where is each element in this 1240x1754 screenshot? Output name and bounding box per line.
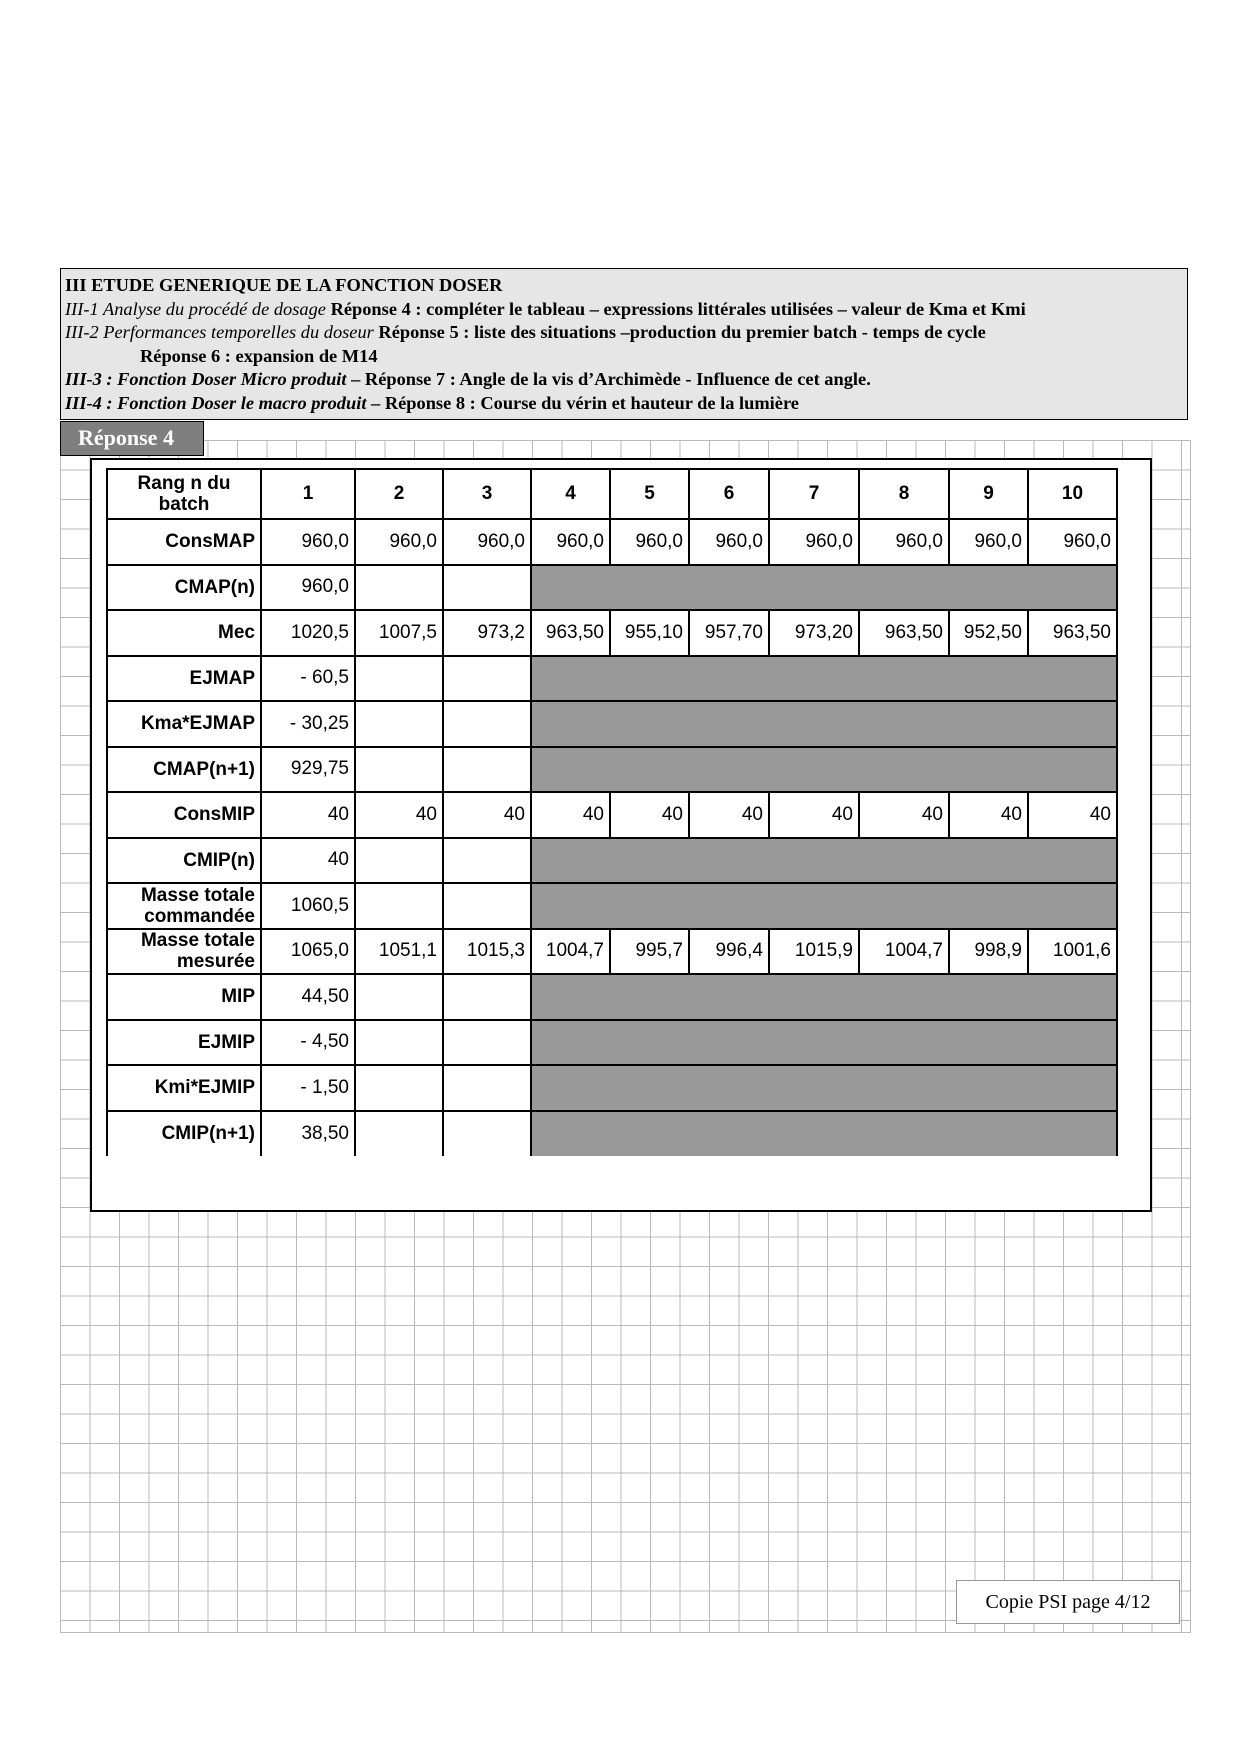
table-cell: 1060,5 — [261, 883, 355, 929]
table-cell: 1065,0 — [261, 929, 355, 975]
row-label: CMAP(n) — [107, 565, 261, 611]
table-cell: - 4,50 — [261, 1020, 355, 1066]
row-label: EJMIP — [107, 1020, 261, 1066]
shaded-cells — [531, 701, 1117, 747]
column-header: 6 — [689, 469, 769, 519]
row-label: CMIP(n+1) — [107, 1111, 261, 1157]
row-label: Kma*EJMAP — [107, 701, 261, 747]
table-cell: 973,20 — [769, 610, 859, 656]
table-cell — [443, 1020, 531, 1066]
table-cell: 38,50 — [261, 1111, 355, 1157]
table-row — [107, 519, 1117, 565]
table-row — [107, 929, 1117, 975]
row-label: EJMAP — [107, 656, 261, 702]
table-cell: 955,10 — [610, 610, 689, 656]
table-row — [107, 1065, 1117, 1111]
table-cell: 960,0 — [769, 519, 859, 565]
table-cell: 40 — [261, 792, 355, 838]
table-cell: 1007,5 — [355, 610, 443, 656]
table-cell: 1004,7 — [531, 929, 610, 975]
table-cell: 973,2 — [443, 610, 531, 656]
table-row — [107, 838, 1117, 884]
table-cell: - 1,50 — [261, 1065, 355, 1111]
row-label: CMIP(n) — [107, 838, 261, 884]
row-label: Masse totale mesurée — [107, 929, 261, 975]
subsection-III-1: III-1 Analyse du procédé de dosage Réponse 4 : compléter le tableau – expressions littérales utilisées – valeur de Kma et Kmi — [65, 298, 1026, 319]
table-cell — [355, 974, 443, 1020]
table-cell: 40 — [531, 792, 610, 838]
table-cell — [443, 656, 531, 702]
table-cell: 40 — [859, 792, 949, 838]
table-header-row — [107, 469, 1117, 519]
table-cell — [355, 1065, 443, 1111]
column-header: 7 — [769, 469, 859, 519]
corner-header-cell: Rang n du batch — [107, 469, 261, 519]
table-cell: 1020,5 — [261, 610, 355, 656]
table-row — [107, 883, 1117, 929]
table-cell: 1015,3 — [443, 929, 531, 975]
table-cell — [355, 838, 443, 884]
shaded-cells — [531, 883, 1117, 929]
table-cell: 1004,7 — [859, 929, 949, 975]
column-header: 10 — [1028, 469, 1117, 519]
response-6-line: Réponse 6 : expansion de M14 — [140, 345, 378, 366]
table-cell — [355, 883, 443, 929]
table-cell: 960,0 — [531, 519, 610, 565]
row-label: ConsMAP — [107, 519, 261, 565]
table-cell: 960,0 — [689, 519, 769, 565]
table-cell: 960,0 — [610, 519, 689, 565]
table-cell — [443, 974, 531, 1020]
table-cell: 40 — [769, 792, 859, 838]
table-cell: 40 — [443, 792, 531, 838]
table-cell: 44,50 — [261, 974, 355, 1020]
row-label: Masse totale commandée — [107, 883, 261, 929]
table-cell: 998,9 — [949, 929, 1028, 975]
table-cell: 1051,1 — [355, 929, 443, 975]
table-cell: 995,7 — [610, 929, 689, 975]
subsection-III-3: III-3 : Fonction Doser Micro produit – Réponse 7 : Angle de la vis d’Archimède - Influence de cet angle. — [65, 369, 871, 389]
shaded-cells — [531, 1020, 1117, 1066]
column-header: 2 — [355, 469, 443, 519]
shaded-cells — [531, 656, 1117, 702]
table-cell — [443, 565, 531, 611]
shaded-cells — [531, 838, 1117, 884]
column-header: 8 — [859, 469, 949, 519]
page-footer: Copie PSI page 4/12 — [956, 1580, 1180, 1624]
shaded-cells — [531, 974, 1117, 1020]
table-row — [107, 1111, 1117, 1157]
table-cell — [443, 747, 531, 793]
table-cell — [355, 1020, 443, 1066]
table-row — [107, 974, 1117, 1020]
table-cell: 40 — [689, 792, 769, 838]
shaded-cells — [531, 747, 1117, 793]
table-cell: 957,70 — [689, 610, 769, 656]
subsection-III-4: III-4 : Fonction Doser le macro produit – Réponse 8 : Course du vérin et hauteur de la lumière — [65, 392, 799, 413]
row-label: Kmi*EJMIP — [107, 1065, 261, 1111]
table-cell: 963,50 — [531, 610, 610, 656]
table-cell: - 60,5 — [261, 656, 355, 702]
column-header: 1 — [261, 469, 355, 519]
table-cell: 1015,9 — [769, 929, 859, 975]
table-row — [107, 610, 1117, 656]
table-cell: 960,0 — [1028, 519, 1117, 565]
shaded-cells — [531, 565, 1117, 611]
table-cell: 952,50 — [949, 610, 1028, 656]
table-cell — [443, 1111, 531, 1157]
batch-table — [106, 468, 1118, 1156]
column-header: 4 — [531, 469, 610, 519]
table-cell — [355, 656, 443, 702]
table-cell — [443, 838, 531, 884]
table-row — [107, 701, 1117, 747]
row-label: Mec — [107, 610, 261, 656]
table-cell: 929,75 — [261, 747, 355, 793]
table-cell: 960,0 — [859, 519, 949, 565]
table-cell — [443, 1065, 531, 1111]
table-row — [107, 792, 1117, 838]
table-cell: 40 — [1028, 792, 1117, 838]
table-cell: 960,0 — [261, 519, 355, 565]
table-cell: 40 — [949, 792, 1028, 838]
table-row — [107, 565, 1117, 611]
shaded-cells — [531, 1065, 1117, 1111]
response-4-label: Réponse 4 — [60, 421, 204, 456]
table-cell: 963,50 — [859, 610, 949, 656]
column-header: 9 — [949, 469, 1028, 519]
table-cell: 963,50 — [1028, 610, 1117, 656]
section-title: III ETUDE GENERIQUE DE LA FONCTION DOSER — [65, 275, 503, 295]
shaded-cells — [531, 1111, 1117, 1157]
table-cell — [355, 1111, 443, 1157]
table-row — [107, 747, 1117, 793]
table-row — [107, 1020, 1117, 1066]
row-label: MIP — [107, 974, 261, 1020]
row-label: ConsMIP — [107, 792, 261, 838]
table-cell — [355, 701, 443, 747]
table-row — [107, 656, 1117, 702]
table-cell: 1001,6 — [1028, 929, 1117, 975]
table-cell: 40 — [355, 792, 443, 838]
table-cell — [443, 701, 531, 747]
table-cell: 960,0 — [443, 519, 531, 565]
table-cell — [355, 747, 443, 793]
table-cell: 960,0 — [949, 519, 1028, 565]
section-header — [60, 268, 1188, 420]
table-cell: 960,0 — [355, 519, 443, 565]
table-cell — [355, 565, 443, 611]
table-cell: 40 — [261, 838, 355, 884]
row-label: CMAP(n+1) — [107, 747, 261, 793]
subsection-III-2: III-2 Performances temporelles du doseur Réponse 5 : liste des situations –production du premier batch - temps de cycle — [65, 322, 986, 342]
table-cell: 960,0 — [261, 565, 355, 611]
column-header: 5 — [610, 469, 689, 519]
table-cell: 996,4 — [689, 929, 769, 975]
table-cell — [443, 883, 531, 929]
column-header: 3 — [443, 469, 531, 519]
table-cell: 40 — [610, 792, 689, 838]
table-cell: - 30,25 — [261, 701, 355, 747]
